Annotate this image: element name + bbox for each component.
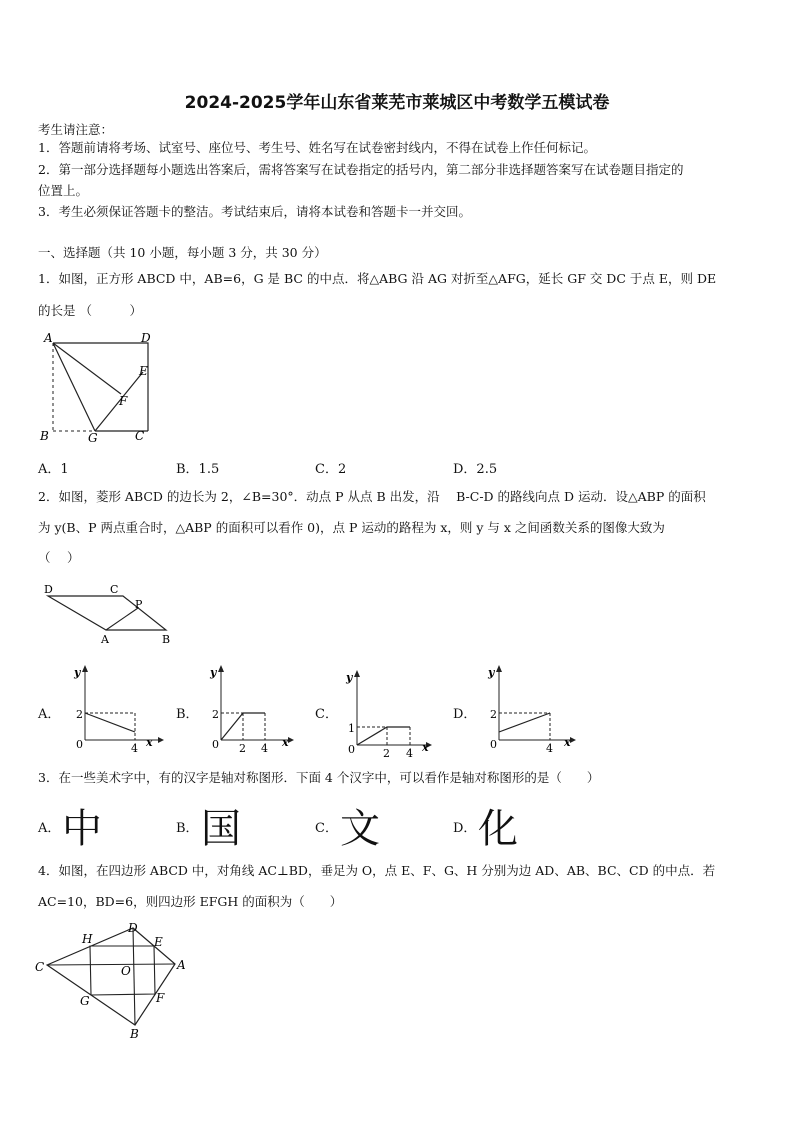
label-b: B (130, 1027, 139, 1041)
label-d: D (44, 583, 53, 596)
q3-option-c[interactable]: C． (315, 821, 338, 836)
q2-option-a[interactable]: A． (38, 707, 61, 722)
label-h: H (82, 932, 93, 946)
label-o: O (121, 964, 131, 978)
q3-option-d[interactable]: D． (453, 821, 477, 836)
tick-1: 1 (348, 722, 355, 735)
notice-item: 3．考生必须保证答题卡的整洁。考试结束后，请将本试卷和答题卡一并交回。 (38, 204, 471, 219)
q1-text: 的长是 （ ） (38, 303, 142, 318)
notice-item: 位置上。 (38, 183, 89, 198)
q2-figure (38, 580, 178, 650)
tick-4: 4 (131, 742, 138, 755)
tick-2: 2 (76, 708, 83, 721)
y-label: y (74, 666, 81, 679)
label-a: A (101, 633, 109, 646)
label-c: C (110, 583, 119, 596)
label-e: E (139, 364, 148, 378)
q4-text: AC=10，BD=6，则四边形 EFGH 的面积为（ ） (38, 894, 343, 909)
y-label: y (346, 671, 353, 684)
q2-graph-d (484, 660, 584, 760)
tick-2: 2 (239, 742, 246, 755)
q2-graph-c (342, 665, 437, 765)
q1-figure (38, 328, 163, 448)
q4-text: 4．如图，在四边形 ABCD 中，对角线 AC⊥BD，垂足为 O，点 E、F、G、H 分别为边 AD、AB、BC、CD 的中点．若 (38, 863, 716, 878)
q3-option-a[interactable]: A． (38, 821, 61, 836)
label-c: C (35, 960, 45, 974)
q2-graph-a (70, 660, 165, 760)
origin: 0 (490, 738, 497, 751)
q2-text: 2．如图，菱形 ABCD 的边长为 2，∠B=30°．动点 P 从点 B 出发，沿 B-C-D 的路线向点 D 运动．设△ABP 的面积 (38, 489, 706, 504)
tick-2: 2 (212, 708, 219, 721)
q2-graph-b (206, 660, 301, 760)
label-g: G (88, 431, 98, 445)
q3-text: 3．在一些美术字中，有的汉字是轴对称图形．下面 4 个汉字中，可以看作是轴对称图形的是（ ） (38, 770, 600, 785)
q1-option-c[interactable]: C．2 (315, 462, 347, 477)
section-heading: 一、选择题（共 10 小题，每小题 3 分，共 30 分） (38, 245, 327, 260)
tick-2: 2 (383, 747, 390, 760)
tick-4: 4 (261, 742, 268, 755)
label-g: G (80, 994, 90, 1008)
q3-char-b: 国 (201, 806, 241, 852)
q1-text: 1．如图，正方形 ABCD 中，AB=6，G 是 BC 的中点．将△ABG 沿 AG 对折至△AFG，延长 GF 交 DC 于点 E，则 DE (38, 271, 717, 286)
q3-option-b[interactable]: B． (176, 821, 199, 836)
q3-char-c: 文 (340, 806, 380, 852)
tick-4: 4 (546, 742, 553, 755)
notice-item: 2．第一部分选择题每小题选出答案后，需将答案写在试卷指定的括号内，第二部分非选择题答案写在试卷题目指定的 (38, 162, 684, 177)
q2-text: 为 y(B、P 两点重合时，△ABP 的面积可以看作 0)，点 P 运动的路程为 x，则 y 与 x 之间函数关系的图像大致为 (38, 520, 665, 535)
origin: 0 (76, 738, 83, 751)
label-b: B (162, 633, 171, 646)
q2-option-b[interactable]: B． (176, 707, 199, 722)
q1-option-b[interactable]: B．1.5 (176, 462, 220, 477)
label-d: D (141, 331, 151, 345)
label-b: B (40, 429, 49, 443)
q1-option-a[interactable]: A．1 (38, 462, 69, 477)
label-c: C (135, 429, 145, 443)
label-d: D (128, 921, 138, 935)
x-label: x (422, 741, 429, 754)
label-f: F (156, 991, 165, 1005)
label-a: A (44, 331, 53, 345)
q4-figure (35, 918, 195, 1043)
q2-option-c[interactable]: C． (315, 707, 338, 722)
label-f: F (119, 394, 128, 408)
q2-option-d[interactable]: D． (453, 707, 477, 722)
y-label: y (210, 666, 217, 679)
q2-text: （ ） (38, 550, 80, 565)
label-e: E (154, 935, 163, 949)
label-a: A (177, 958, 186, 972)
x-label: x (282, 736, 289, 749)
tick-4: 4 (406, 747, 413, 760)
origin: 0 (212, 738, 219, 751)
q3-char-a: 中 (62, 806, 102, 852)
x-label: x (146, 736, 153, 749)
tick-2: 2 (490, 708, 497, 721)
y-label: y (488, 666, 495, 679)
label-p: P (135, 598, 143, 611)
page-title: 2024-2025学年山东省莱芜市莱城区中考数学五模试卷 (184, 93, 610, 113)
notice-item: 1．答题前请将考场、试室号、座位号、考生号、姓名写在试卷密封线内，不得在试卷上作任何标记。 (38, 140, 596, 155)
origin: 0 (348, 743, 355, 756)
x-label: x (564, 736, 571, 749)
q3-char-d: 化 (478, 806, 518, 852)
notice-heading: 考生请注意： (38, 122, 114, 137)
q1-option-d[interactable]: D．2.5 (453, 462, 498, 477)
